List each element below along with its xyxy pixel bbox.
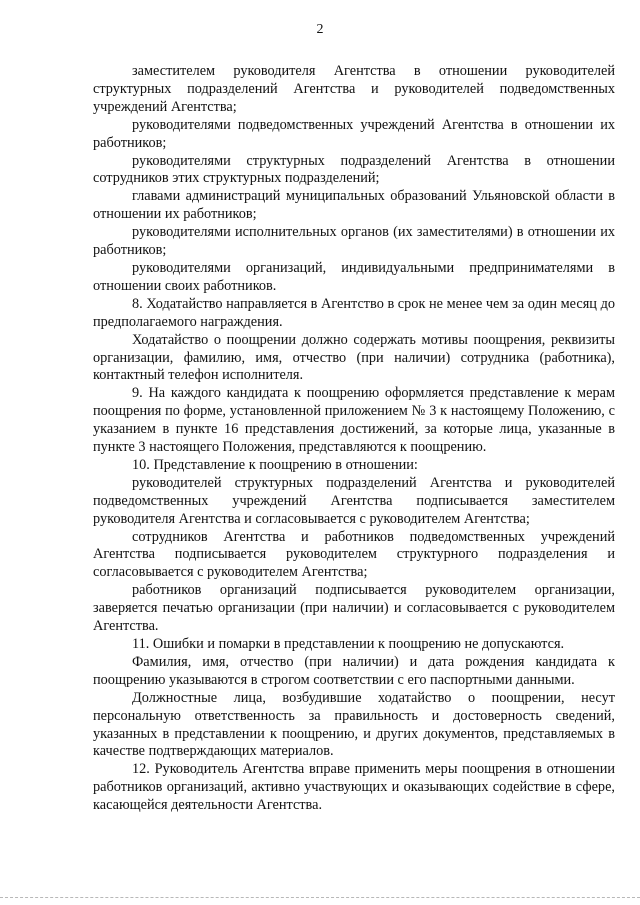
paragraph: заместителем руководителя Агентства в отношении руководителей структурных подразделений Агентства и руководителей подведомственных учреждений Агентства; [93, 63, 615, 115]
paragraph: 9. На каждого кандидата к поощрению оформляется представление к мерам поощрения по форме, установленной приложением № 3 к настоящему Положению, с указанием в пункте 16 представления достижений, за которые лица, указанные в пункте 3 настоящего Положения, представляются к поощрению. [93, 385, 615, 456]
paragraph: 8. Ходатайство направляется в Агентство в срок не менее чем за один месяц до предполагаемого награждения. [93, 295, 615, 330]
paragraph: главами администраций муниципальных образований Ульяновской области в отношении их работников; [93, 188, 615, 223]
paragraph: Фамилия, имя, отчество (при наличии) и дата рождения кандидата к поощрению указываются в строгом соответствии с его паспортными данными. [93, 653, 615, 688]
paragraph: сотрудников Агентства и работников подведомственных учреждений Агентства подписывается руководителем структурного подразделения и согласовывается с руководителем Агентства; [93, 528, 615, 581]
paragraph: Ходатайство о поощрении должно содержать мотивы поощрения, реквизиты организации, фамилию, имя, отчество (при наличии) сотрудника (работника), контактный телефон исполнителя. [93, 331, 615, 384]
paragraph: руководителей структурных подразделений Агентства и руководителей подведомственных учреждений Агентства подписывается заместителем руководителя Агентства и согласовывается с руководителем Агентства; [93, 474, 615, 527]
page-bottom-divider [0, 897, 640, 898]
paragraph: 10. Представление к поощрению в отношении: [132, 456, 418, 473]
paragraph: руководителями структурных подразделений Агентства в отношении сотрудников этих структурных подразделений; [93, 152, 615, 187]
paragraph: работников организаций подписывается руководителем организации, заверяется печатью организации (при наличии) и согласовывается с руководителем Агентства. [93, 582, 615, 635]
paragraph: руководителями подведомственных учреждений Агентства в отношении их работников; [93, 116, 615, 151]
paragraph: руководителями исполнительных органов (их заместителями) в отношении их работников; [93, 224, 615, 259]
paragraph: 11. Ошибки и помарки в представлении к поощрению не допускаются. [132, 636, 565, 652]
paragraph: руководителями организаций, индивидуальными предпринимателями в отношении своих работников. [93, 259, 615, 294]
document-body [93, 63, 615, 815]
paragraph: Должностные лица, возбудившие ходатайство о поощрении, несут персональную ответственность за правильность и достоверность сведений, указанных в представлении к поощрению, и других документов, представляемых в качестве подтверждающих материалов. [93, 689, 615, 760]
page-number: 2 [316, 22, 324, 37]
paragraph: 12. Руководитель Агентства вправе применить меры поощрения в отношении работников организаций, активно участвующих и оказывающих содействие в сфере, касающейся деятельности Агентства. [93, 761, 615, 814]
